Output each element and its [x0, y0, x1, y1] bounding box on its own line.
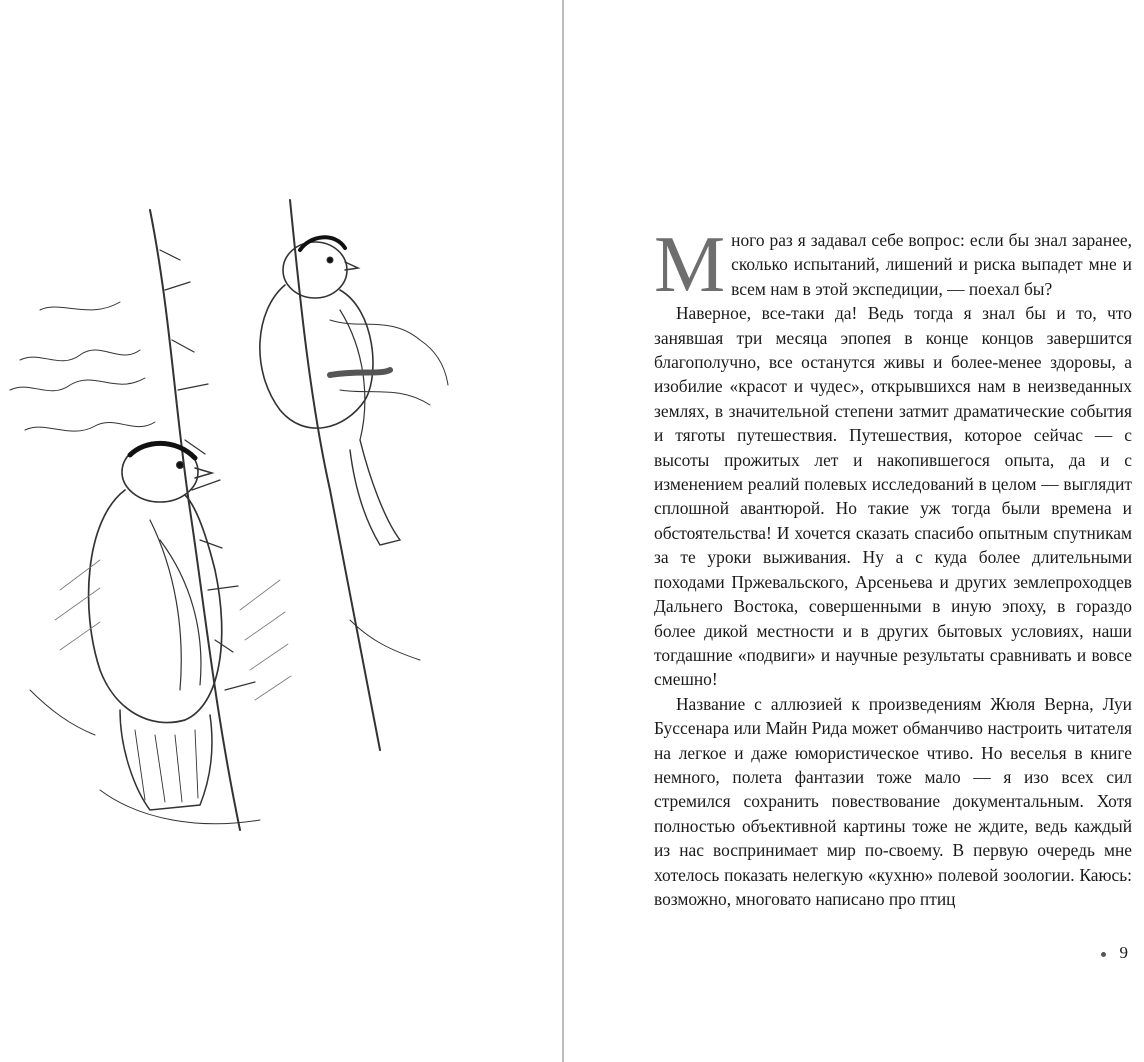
paragraph-1 [654, 221, 1132, 309]
right-page [564, 0, 1144, 1062]
paragraph-3: Название с аллюзией к произведениям Жюля Верна, Луи Буссенара или Майн Рида может обманчиво настроить читателя на легкое и даже юмористическое чтиво. Но веселья в книге немного, полета фантазии тоже мало — я изо всех сил стремился сохранить повествование документальным. Хотя полностью объективной картины тоже не ждите, ведь каждый из нас воспринимает мир по-своему. В первую очередь мне хотелось показать нелегкую «кухню» полевой зоологии. Каюсь: возможно, многовато написано про птиц [654, 693, 1132, 909]
page-number-value: 9 [1119, 943, 1128, 962]
page-number [1101, 943, 1129, 963]
paragraph-1-text: ного раз я задавал себе вопрос: если бы знал заранее, сколько испытаний, лишений и риска выпадет мне и всем нам в этой экспедиции, — поехал бы? [731, 230, 1132, 299]
dropcap: М [654, 221, 726, 309]
paragraph-2: Наверное, все-таки да! Ведь тогда я знал бы и то, что занявшая три месяца эпопея в конце концов завершится благополучно, все останутся живы и более-менее здоровы, а изобилие «красот и чудес», открывшихся нам в неизведанных землях, в значительной степени затмит драматические события и тяготы путешествия. Путешествия, которое сейчас — с высоты прожитых лет и накопившегося опыта, да и с изменением реалий полевых исследований в целом — выглядит сплошной авантюрой. Но такие уж тогда были времена и обстоятельства! И хочется сказать спасибо опытным спутникам за те уроки выживания. Ну а с куда более длительными походами Пржевальского, Арсеньева и других землепроходцев Дальнего Востока, совершенными в иную эпоху, в гораздо более дикой местности и в других бытовых условиях, наши тогдашние «подвиги» и научные результаты сравнивать и вовсе смешно! [654, 303, 1132, 690]
body-text [654, 221, 1132, 911]
left-page [0, 0, 562, 1062]
bird-illustration-icon [0, 190, 460, 860]
bullet-dot-icon [1101, 952, 1106, 957]
